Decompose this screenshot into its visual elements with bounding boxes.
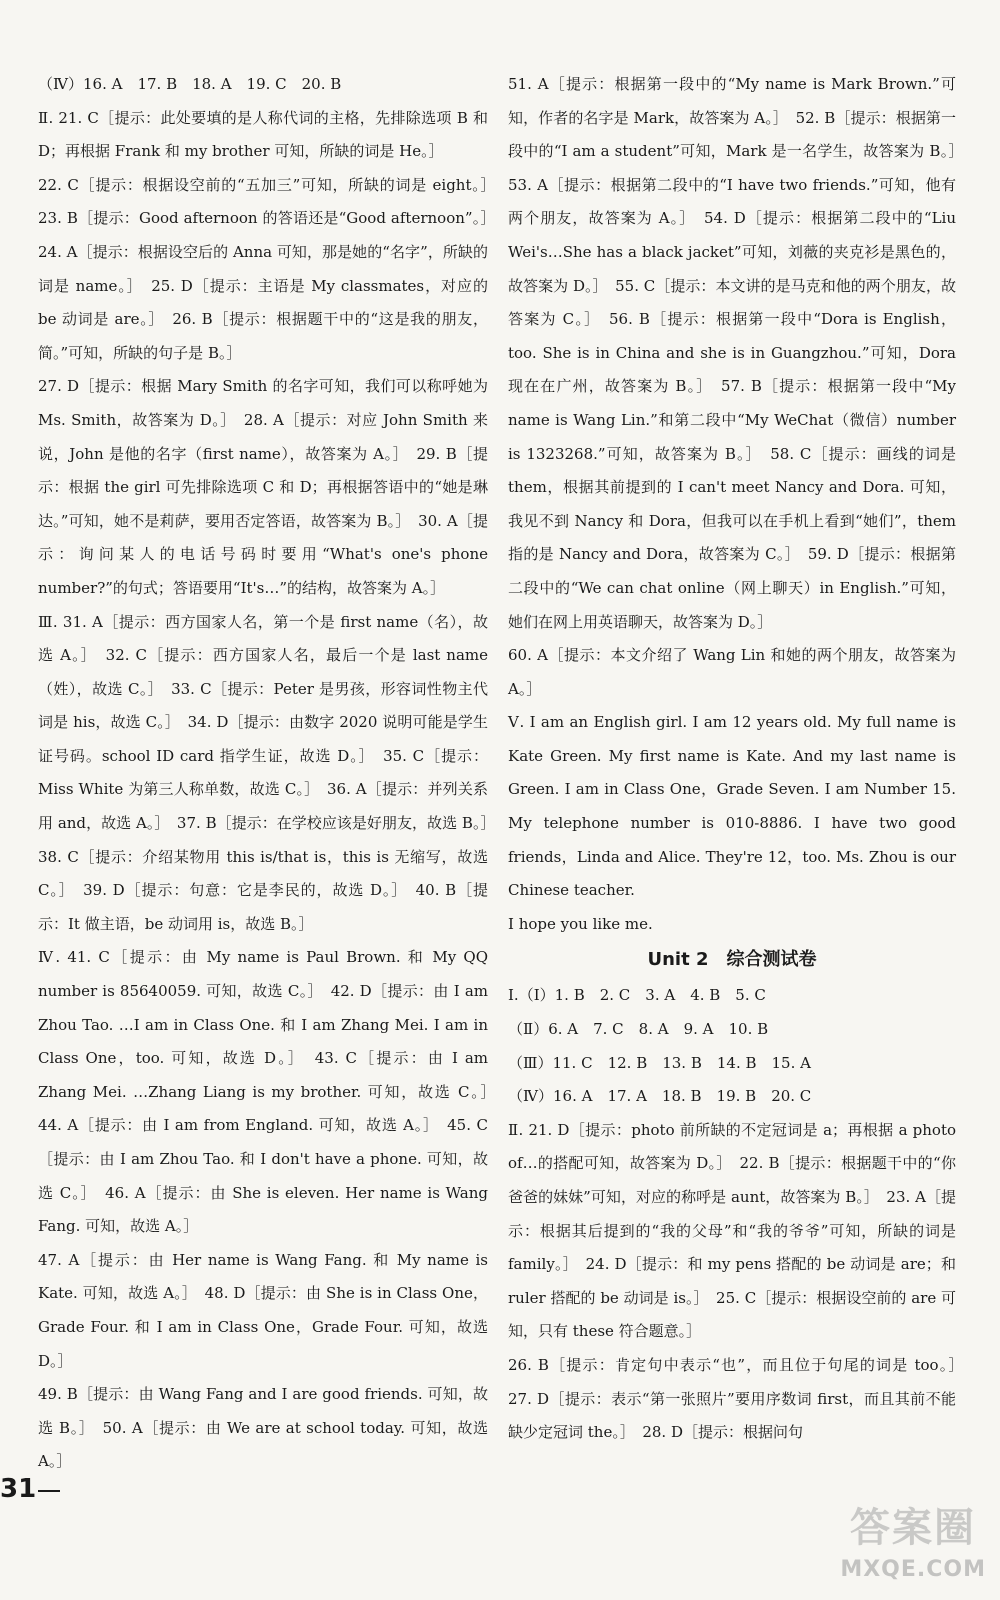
answer-paragraph: Ⅲ. 31. A［提示：西方国家人名，第一个是 first name（名），故选 A。］ 32. C［提示：西方国家人名，最后一个是 last name（姓），故选 C。］ 33. C［提示：Peter 是男孩，形容词性物主代词是 his，故选 C。］ 34. D［提示：由数字 2020 说明可能是学生证号码。school ID card 指学生证，故选 D。］ 35. C［提示：Miss White 为第三人称单数，故选 C。］ 36. A［提示：并列关系用 and，故选 A。］ 37. B［提示：在学校应该是好朋友，故选 B。］ 38. C［提示：介绍某物用 this is/that is，this is 无缩写，故选 C。］ 39. D［提示：句意：它是李民的，故选 D。］ 40. B［提示：It 做主语，be 动词用 is，故选 B。］: [38, 612, 504, 933]
essay-paragraph: Ⅴ. I am an English girl. I am 12 years old. My full name is Kate Green. My first name is Kate. And my last name is Green. I am in Class One，Grade Seven. I am Number 15. My telephone number is 010-8886. I have two good friends，Linda and Alice. They're 12，too. Ms. Zhou is our Chinese teacher.: [508, 713, 956, 900]
answer-paragraph: Ⅱ. 21. C［提示：此处要填的是人称代词的主格，先排除选项 B 和 D；再根据 Frank 和 my brother 可知，所缺的词是 He。］: [38, 108, 488, 161]
unit-title: Unit 2 综合测试卷: [647, 949, 817, 971]
answer-paragraph: 22. C［提示：根据设空前的“五加三”可知，所缺的词是 eight。］ 23. B［提示：Good afternoon 的答语还是“Good afternoon”。］ 24. A［提示：根据设空后的 Anna 可知，那是她的“名字”，所缺的词是 name。］ 25. D［提示：主语是 My classmates，对应的 be 动词是 are。］ 26. B［提示：根据题干中的“这是我的朋友，简。”可知，所缺的句子是 B。］: [38, 175, 504, 362]
answer-paragraph: 49. B［提示：由 Wang Fang and I are good friends. 可知，故选 B。］ 50. A［提示：由 We are at school today. 可知，故选 A。］: [38, 1385, 488, 1471]
answer-line: （Ⅱ）6. A 7. C 8. A 9. A 10. B: [508, 1020, 769, 1039]
answer-paragraph: Ⅳ. 41. C［提示：由 My name is Paul Brown. 和 My QQ number is 85640059. 可知，故选 C。］ 42. D［提示：由 I am Zhou Tao. …I am in Class One. 和 I am Zhang Mei. I am in Class One，too. 可知，故选 D。］ 43. C［提示：由 I am Zhang Mei. …Zhang Liang is my brother. 可知，故选 C。］ 44. A［提示：由 I am from England. 可知，故选 A。］ 45. C［提示：由 I am Zhou Tao. 和 I don't have a phone. 可知，故选 C。］ 46. A［提示：由 She is eleven. Her name is Wang Fang. 可知，故选 A。］: [38, 948, 504, 1236]
right-column: [508, 68, 972, 1450]
answer-line: Ⅰ.（Ⅰ）1. B 2. C 3. A 4. B 5. C: [508, 986, 766, 1005]
watermark-logo: [786, 1496, 986, 1582]
answer-paragraph: 60. A［提示：本文介绍了 Wang Lin 和她的两个朋友，故答案为 A。］: [508, 646, 956, 698]
left-column: [38, 68, 504, 1479]
answer-line: （Ⅳ）16. A 17. A 18. B 19. B 20. C: [508, 1087, 812, 1106]
page-number: 31: [0, 1474, 37, 1504]
answer-paragraph: Ⅱ. 21. D［提示：photo 前所缺的不定冠词是 a；再根据 a photo of…的搭配可知，故答案为 D。］ 22. B［提示：根据题干中的“你爸爸的妹妹”可知，对应的称呼是 aunt，故答案为 B。］ 23. A［提示：根据其后提到的“我的父母”和“我的爷爷”可知，所缺的词是 family。］ 24. D［提示：和 my pens 搭配的 be 动词是 are；和 ruler 搭配的 be 动词是 is。］ 25. C［提示：根据设空前的 are 可知，只有 these 符合题意。］: [508, 1120, 956, 1341]
answer-line: （Ⅲ）11. C 12. B 13. B 14. B 15. A: [508, 1053, 811, 1072]
page-number-rule: [38, 1490, 60, 1492]
answer-paragraph: 27. D［提示：根据 Mary Smith 的名字可知，我们可以称呼她为 Ms. Smith，故答案为 D。］ 28. A［提示：对应 John Smith 来说，John 是他的名字（first name），故答案为 A。］ 29. B［提示：根据 the girl 可先排除选项 C 和 D；再根据答语中的“她是琳达。”可知，她不是莉萨，要用否定答语，故答案为 B。］ 30. A［提示：询问某人的电话号码时要用“What's one's phone number?”的句式；答语要用“It's…”的结构，故答案为 A。］: [38, 377, 488, 597]
answer-paragraph: 51. A［提示：根据第一段中的“My name is Mark Brown.”可知，作者的名字是 Mark，故答案为 A。］ 52. B［提示：根据第一段中的“I am a student”可知，Mark 是一名学生，故答案为 B。］ 53. A［提示：根据第二段中的“I have two friends.”可知，他有两个朋友，故答案为 A。］ 54. D［提示：根据第二段中的“Liu Wei's…She has a black jacket”可知，刘薇的夹克衫是黑色的，故答案为 D。］ 55. C［提示：本文讲的是马克和他的两个朋友，故答案为 C。］ 56. B［提示：根据第一段中“Dora is English，too. She is in China and she is in Guangzhou.”可知，Dora 现在在广州，故答案为 B。］ 57. B［提示：根据第一段中“My name is Wang Lin.”和第二段中“My WeChat（微信）number is 1323268.”可知，故答案为 B。］ 58. C［提示：画线的词是 them，根据其前提到的 I can't meet Nancy and Dora. 可知，我见不到 Nancy 和 Dora，但我可以在手机上看到“她们”，them 指的是 Nancy and Dora，故答案为 C。］ 59. D［提示：根据第二段中的“We can chat online（网上聊天）in English.”可知，她们在网上用英语聊天，故答案为 D。］: [508, 75, 972, 631]
answer-paragraph: 26. B［提示：肯定句中表示“也”，而且位于句尾的词是 too。］ 27. D［提示：表示“第一张照片”要用序数词 first，而且其前不能缺少定冠词 the。］ 28. D［提示：根据问句: [508, 1355, 972, 1442]
answer-paragraph: （Ⅳ）16. A 17. B 18. A 19. C 20. B: [38, 75, 342, 93]
answer-paragraph: 47. A［提示：由 Her name is Wang Fang. 和 My name is Kate. 可知，故选 A。］ 48. D［提示：由 She is in Class One，Grade Four. 和 I am in Class One，Grade Four. 可知，故选 D。］: [38, 1250, 488, 1370]
essay-closing: I hope you like me.: [508, 914, 653, 933]
watermark-cn-text: 答案圈: [850, 1505, 976, 1551]
watermark-en-text: MXQE.COM: [840, 1557, 986, 1582]
